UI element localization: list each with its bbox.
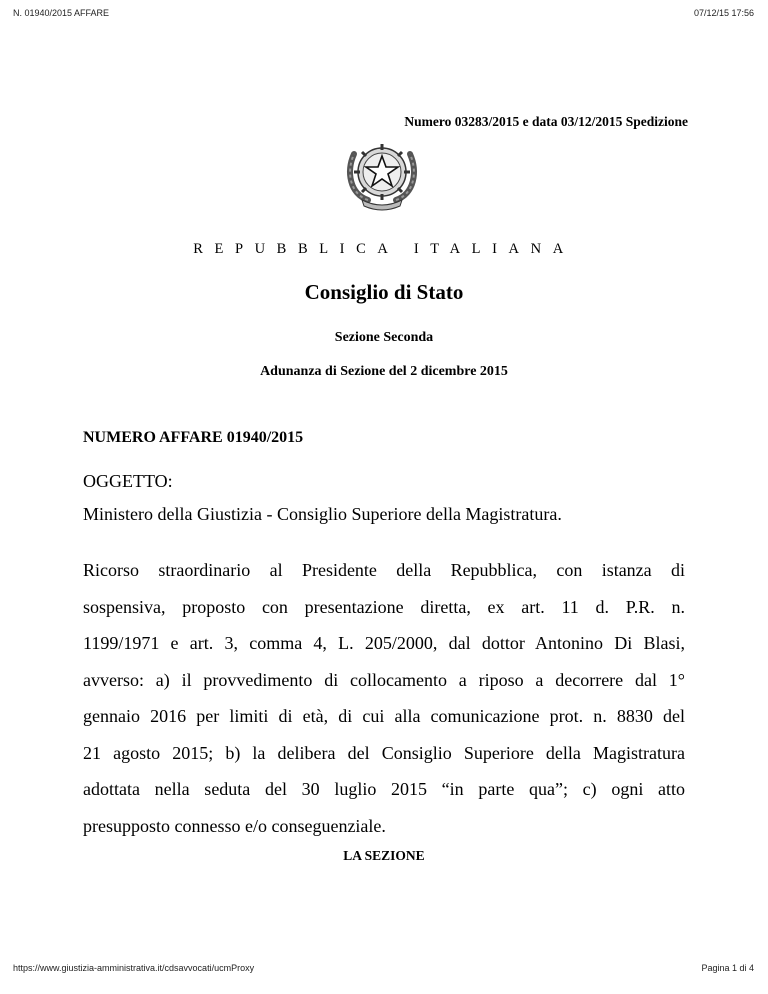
paragraph-line: Ricorso straordinario al Presidente della Repubblica, con istanza di xyxy=(83,560,685,580)
print-header-timestamp: 07/12/15 17:56 xyxy=(693,8,754,18)
protocol-line: Numero 03283/2015 e data 03/12/2015 Spedizione xyxy=(404,114,688,129)
page-number: Pagina 1 di 4 xyxy=(701,963,754,973)
oggetto-label: OGGETTO: xyxy=(83,471,173,491)
paragraph-line: adottata nella seduta del 30 luglio 2015 “in parte qua”; c) ogni atto xyxy=(83,779,685,799)
paragraph-line: 1199/1971 e art. 3, comma 4, L. 205/2000, dal dottor Antonino Di Blasi, xyxy=(83,633,685,653)
paragraph-line: presupposto connesso e/o conseguenziale. xyxy=(83,815,386,836)
paragraph-line: sospensiva, proposto con presentazione diretta, ex art. 11 d. P.R. n. xyxy=(83,596,685,617)
section-name: Sezione Seconda xyxy=(334,330,434,345)
paragraph-line: 21 agosto 2015; b) la delibera del Consiglio Superiore della Magistratura xyxy=(83,742,685,763)
italian-republic-emblem-icon xyxy=(340,136,424,216)
paragraph-line: gennaio 2016 per limiti di età, di cui alla comunicazione prot. n. 8830 del xyxy=(83,706,685,726)
oggetto-text: Ministero della Giustizia - Consiglio Superiore della Magistratura. xyxy=(83,504,562,524)
affare-number: NUMERO AFFARE 01940/2015 xyxy=(83,429,304,446)
ricorso-paragraph xyxy=(83,552,685,844)
paragraph-line: avverso: a) il provvedimento di collocamento a riposo a decorrere dal 1° xyxy=(83,669,685,690)
meeting-date: Adunanza di Sezione del 2 dicembre 2015 xyxy=(260,364,508,379)
print-header-title: N. 01940/2015 AFFARE xyxy=(13,8,110,18)
la-sezione-heading: LA SEZIONE xyxy=(343,848,425,863)
source-url: https://www.giustizia-amministrativa.it/cdsavvocati/ucmProxy xyxy=(13,963,255,973)
council-title: Consiglio di Stato xyxy=(304,280,464,304)
republic-heading: REPUBBLICA ITALIANA xyxy=(193,241,575,257)
